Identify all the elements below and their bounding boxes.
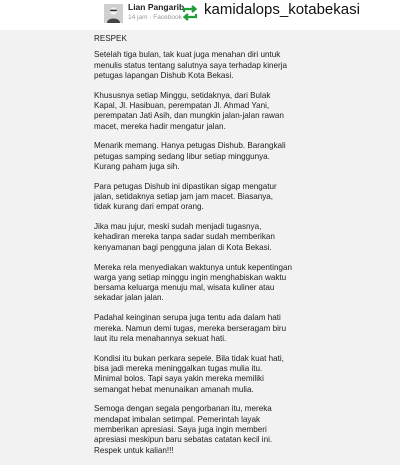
post-body xyxy=(94,34,394,465)
repost-handle[interactable]: kamidalops_kotabekasi xyxy=(204,1,360,18)
post-paragraph: Khususnya setiap Minggu, setidaknya, dari Bulak Kapal, Jl. Hasibuan, perempatan Jl. Ahmad Yani, perempatan Jati Asih, dan mungkin jalan-jalan rawan macet, mereka hadir mengatur jalan. xyxy=(94,90,284,131)
post-heading: RESPEK xyxy=(94,34,127,43)
user-avatar-icon xyxy=(104,4,123,23)
post-paragraph: Menarik memang. Hanya petugas Dishub. Barangkali petugas samping sedang libur setiap minggunya. Kurang paham juga sih. xyxy=(94,141,286,171)
post-paragraph: Mereka rela menyediakan waktunya untuk kepentingan warga yang setiap minggu ingin menghabiskan waktu bersama keluarga menuju mal, wisata kuliner atau sekadar jalan jalan. xyxy=(94,262,292,303)
repost-icon xyxy=(180,3,200,23)
post-paragraph: Kondisi itu bukan perkara sepele. Bila tidak kuat hati, bisa jadi mereka meninggalkan tugas mulia itu. Minimal bolos. Tapi saya yakin mereka memiliki semangat hebat menunaikan amanah mulia. xyxy=(94,353,284,394)
post-paragraph: Semoga dengan segala pengorbanan itu, mereka mendapat imbalan setimpal. Pemerintah layak memberikan apresiasi. Saya juga ingin memberi apresiasi meskipun baru sebatas catatan kecil ini. Respek untuk kalian!!! xyxy=(94,404,273,455)
poster-name[interactable]: Lian Pangarib xyxy=(128,2,185,12)
post-meta: 14 jam · Facebook xyxy=(128,14,182,21)
post-paragraph: Jika mau jujur, meski sudah menjadi tugasnya, kehadiran mereka tanpa sadar sudah memberikan kenyamanan bagi pengguna jalan di Kota Bekasi. xyxy=(94,222,275,252)
post-paragraph: Padahal keinginan serupa juga tentu ada dalam hati mereka. Namun demi tugas, mereka berseragam biru laut itu rela menahannya sekuat hati. xyxy=(94,313,287,343)
post-paragraph: Para petugas Dishub ini dipastikan sigap mengatur jalan, setidaknya setiap jam jam macet. Biasanya, tidak kurang dari empat orang. xyxy=(94,181,277,212)
repost-header xyxy=(0,0,400,30)
post-paragraph: Setelah tiga bulan, tak kuat juga menahan diri untuk menulis status tentang salutnya saya terhadap kinerja petugas lapangan Dishub Kota Bekasi. xyxy=(94,50,288,80)
user-avatar[interactable] xyxy=(104,4,123,23)
